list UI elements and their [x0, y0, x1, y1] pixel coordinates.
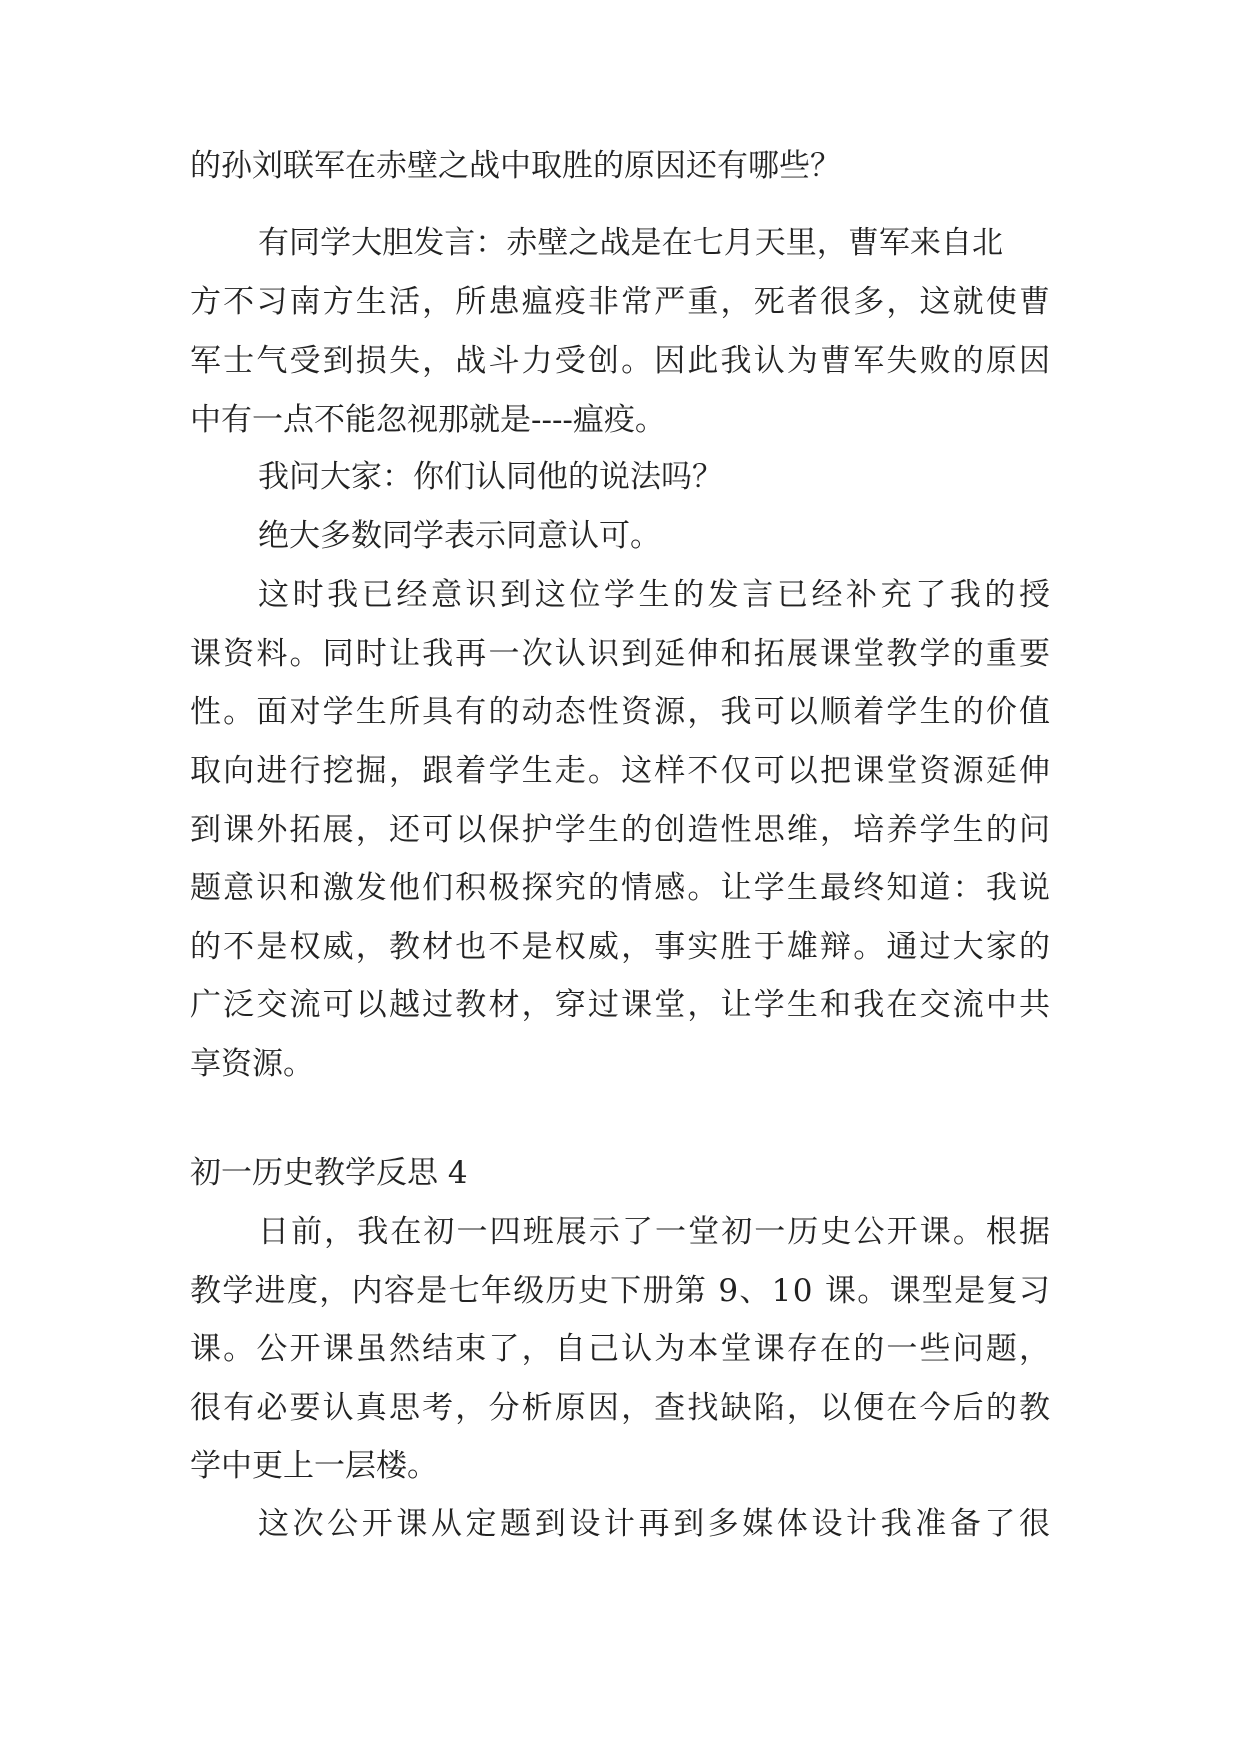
text-line: 广泛交流可以越过教材，穿过课堂，让学生和我在交流中共 [190, 987, 1053, 1023]
text-line: 绝大多数同学表示同意认可。 [258, 518, 661, 554]
text-line: 的孙刘联军在赤壁之战中取胜的原因还有哪些？ [190, 148, 841, 184]
text-line: 到课外拓展，还可以保护学生的创造性思维，培养学生的问 [190, 812, 1053, 848]
text-line: 有同学大胆发言：赤壁之战是在七月天里，曹军来自北 [258, 225, 1004, 261]
text-line: 学中更上一层楼。 [190, 1448, 438, 1484]
text-line: 课资料。同时让我再一次认识到延伸和拓展课堂教学的重要 [190, 636, 1053, 672]
text-line: 这时我已经意识到这位学生的发言已经补充了我的授 [258, 577, 1054, 613]
text-line: 课。公开课虽然结束了，自己认为本堂课存在的一些问题， [190, 1331, 1053, 1367]
text-line: 日前，我在初一四班展示了一堂初一历史公开课。根据 [258, 1214, 1053, 1250]
text-line: 很有必要认真思考，分析原因，查找缺陷，以便在今后的教 [190, 1390, 1053, 1426]
text-line: 中有一点不能忽视那就是----瘟疫。 [190, 402, 666, 438]
text-line: 军士气受到损失，战斗力受创。因此我认为曹军失败的原因 [190, 343, 1053, 379]
text-line: 教学进度，内容是七年级历史下册第 9、10 课。课型是复习 [190, 1273, 1052, 1309]
text-line: 性。面对学生所具有的动态性资源，我可以顺着学生的价值 [190, 694, 1053, 730]
text-line: 我问大家：你们认同他的说法吗？ [258, 459, 723, 495]
text-line: 取向进行挖掘，跟着学生走。这样不仅可以把课堂资源延伸 [190, 753, 1053, 789]
text-line: 享资源。 [190, 1046, 314, 1082]
text-line: 的不是权威，教材也不是权威，事实胜于雄辩。通过大家的 [190, 929, 1053, 965]
text-line: 方不习南方生活，所患瘟疫非常严重，死者很多，这就使曹 [190, 284, 1053, 320]
section-heading: 初一历史教学反思 4 [190, 1155, 468, 1191]
text-line: 题意识和激发他们积极探究的情感。让学生最终知道：我说 [190, 870, 1053, 906]
text-line: 这次公开课从定题到设计再到多媒体设计我准备了很 [258, 1506, 1054, 1542]
